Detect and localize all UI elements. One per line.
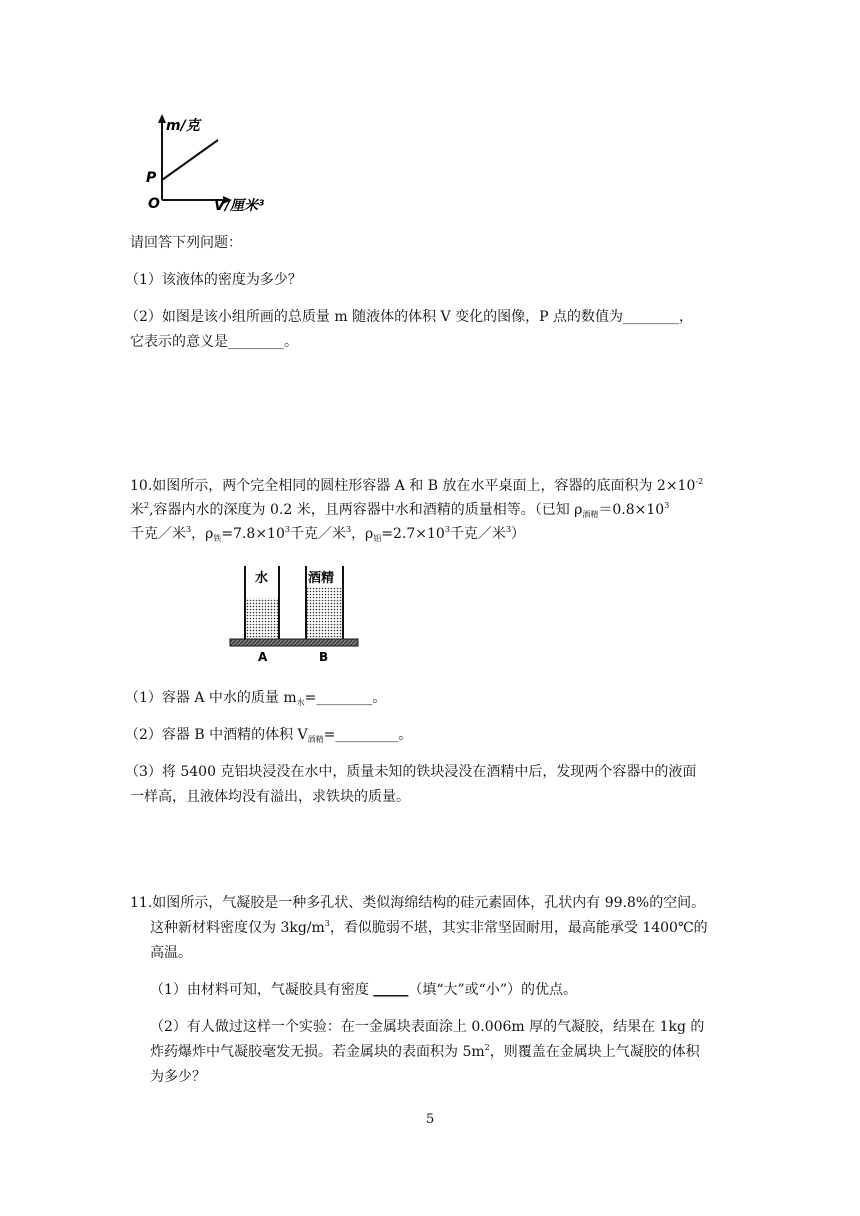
q9-part2-line1: （2）如图是该小组所画的总质量 m 随液体的体积 V 变化的图像，P 点的数值为________，: [125, 309, 693, 325]
q10-line2-sub: 酒精: [582, 510, 599, 519]
q11-line2-sup: 3: [324, 919, 330, 928]
q11-part1-blank: _____: [373, 982, 409, 998]
q10-line1-sup: -2: [695, 477, 704, 486]
container-b-label: B: [319, 650, 329, 664]
q10-part2-b: =_________。: [323, 727, 413, 743]
q11-line2-a: 这种新材料密度仅为 3kg/m: [150, 920, 325, 936]
graph-y-label: m/克: [166, 118, 200, 134]
table-surface: [230, 639, 358, 646]
q11-part2-line2: [150, 1042, 700, 1064]
q11-line3: 高温。: [150, 945, 192, 961]
q10-part2-sub: 酒精: [307, 735, 324, 744]
q11-part1-a: （1）由材料可知，气凝胶具有密度: [150, 982, 374, 998]
alcohol-label: 酒精: [308, 571, 335, 586]
graph-p-label: P: [146, 170, 157, 186]
q11-part2-line1: （2）有人做过这样一个实验：在一金属块表面涂上 0.006m 厚的气凝胶，结果在 1kg 的: [150, 1019, 705, 1035]
q10-line2: [130, 500, 669, 522]
q10-line3-sup3: 3: [345, 525, 352, 534]
q10-part3-line2: 一样高，且液体均没有溢出，求铁块的质量。: [130, 789, 410, 805]
water-liquid: [245, 598, 279, 640]
q9-part1: （1）该液体的密度为多少？: [125, 272, 302, 288]
q10-part1-sub: 水: [296, 698, 305, 707]
q10-line3-g: 千克／米: [449, 526, 506, 542]
alcohol-liquid: [306, 587, 343, 640]
q10-line2-sup2: 3: [664, 501, 670, 510]
q10-line3-e: ，ρ: [351, 526, 374, 542]
q10-line3-sup5: 3: [505, 525, 512, 534]
q11-line1: 11.如图所示，气凝胶是一种多孔状、类似海绵结构的硅元素固体，孔状内有 99.8%的空间。: [130, 895, 706, 911]
q10-part1-a: （1）容器 A 中水的质量 m: [125, 690, 297, 706]
q10-line3-sub: 铁: [213, 534, 222, 543]
container-a-label: A: [258, 650, 268, 664]
q10-line2-sup: 2: [144, 501, 150, 510]
q10-line3-a: 千克／米: [130, 526, 186, 542]
q11-part1: [150, 980, 577, 1000]
q10-line3-h: ）: [511, 526, 526, 542]
q11-part2-line3: 为多少？: [150, 1069, 206, 1085]
q10-line3-d: 千克／米: [289, 526, 346, 542]
page-number: 5: [426, 1112, 435, 1127]
q10-part1-b: =________。: [304, 690, 387, 706]
q10-part2: [125, 725, 412, 747]
q10-line1-text: 10.如图所示，两个完全相同的圆柱形容器 A 和 B 放在水平桌面上，容器的底面积为 2×10: [130, 478, 696, 494]
q10-line1: [130, 476, 703, 498]
q11-part2-line2-sup: 2: [484, 1043, 490, 1052]
q9-part2-line2: 它表示的意义是________。: [130, 334, 298, 350]
q10-part2-a: （2）容器 B 中酒精的体积 V: [125, 727, 308, 743]
q10-line3-f: =2.7×10: [381, 526, 445, 542]
q11-part1-b: （填“大”或“小”）的优点。: [408, 982, 577, 998]
q11-line2: [150, 918, 708, 940]
water-label: 水: [255, 571, 269, 586]
q11-part2-line2-b: ，则覆盖在金属块上气凝胶的体积: [489, 1044, 700, 1060]
q10-line3-sup2: 3: [284, 525, 290, 534]
q9-intro: 请回答下列问题：: [130, 235, 242, 251]
q10-part1: [125, 688, 386, 710]
q10-line3-sub2: 铝: [373, 534, 382, 543]
q10-line3-sup4: 3: [444, 525, 450, 534]
graph-origin-label: O: [148, 196, 160, 212]
q10-line3: [130, 524, 525, 546]
q11-part2-line2-a: 炸药爆炸中气凝胶毫发无损。若金属块的表面积为 5m: [150, 1044, 485, 1060]
q10-line2-b: ,容器内水的深度为 0.2 米，且两容器中水和酒精的质量相等。（已知 ρ: [149, 502, 583, 518]
graph-x-label: V/厘米³: [214, 198, 265, 214]
mass-volume-graph: [140, 110, 280, 218]
q10-line3-sup: 3: [186, 525, 192, 534]
q11-line2-b: ，看似脆弱不堪，其实非常坚固耐用，最高能承受 1400℃的: [329, 920, 708, 936]
q10-line3-b: ，ρ: [191, 526, 214, 542]
q10-part3-line1: （3）将 5400 克铝块浸没在水中，质量未知的铁块浸没在酒精中后，发现两个容器中的液面: [125, 764, 697, 780]
q10-line2-c: ＝0.8×10: [598, 502, 665, 518]
containers-figure: [228, 560, 362, 670]
q10-line3-c: =7.8×10: [221, 526, 285, 542]
q10-line2-a: 米: [130, 502, 144, 518]
